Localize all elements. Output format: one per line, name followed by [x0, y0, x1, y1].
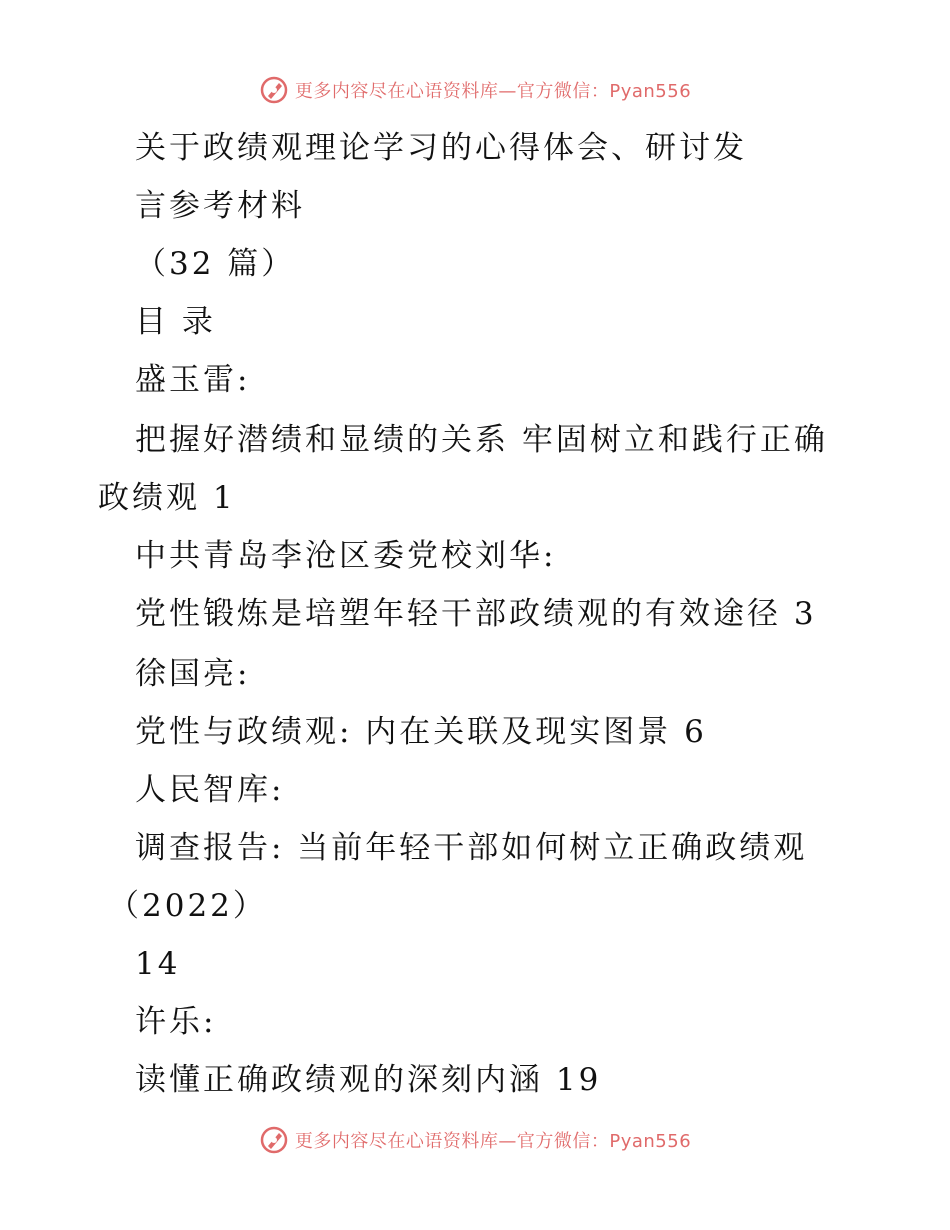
toc-entry-title: 调查报告: 当前年轻干部如何树立正确政绩观 [135, 830, 808, 866]
footer-banner [0, 1120, 950, 1160]
toc-entry-title: 把握好潜绩和显绩的关系 牢固树立和践行正确 [135, 422, 828, 458]
toc-entry-title-cont: （2022） [108, 888, 267, 924]
toc-heading: 目 录 [135, 304, 216, 340]
toc-entry-author: 人民智库: [135, 772, 285, 808]
toc-entry-author: 中共青岛李沧区委党校刘华: [135, 538, 557, 574]
header-banner [0, 70, 950, 110]
toc-entry-author: 许乐: [135, 1004, 217, 1040]
banner-text: 更多内容尽在心语资料库—官方微信：Pyan556 [294, 81, 692, 102]
toc-entry-title: 党性锻炼是培塑年轻干部政绩观的有效途径 3 [135, 596, 817, 632]
toc-entry-author: 盛玉雷: [135, 362, 251, 398]
toc-entry-title-cont: 政绩观 1 [98, 480, 236, 516]
toc-entry-title: 读懂正确政绩观的深刻内涵 19 [135, 1062, 602, 1098]
banner-text: 更多内容尽在心语资料库—官方微信：Pyan556 [294, 1131, 692, 1152]
document-title-line2: 言参考材料 [135, 188, 305, 224]
pen-logo-icon [259, 1125, 289, 1155]
pen-logo-icon [259, 75, 289, 105]
toc-entry-title: 党性与政绩观: 内在关联及现实图景 6 [135, 714, 707, 750]
document-title-line1: 关于政绩观理论学习的心得体会、研讨发 [135, 130, 747, 166]
toc-entry-author: 徐国亮: [135, 656, 251, 692]
document-count: （32 篇） [135, 246, 296, 282]
toc-entry-page: 14 [135, 946, 181, 982]
